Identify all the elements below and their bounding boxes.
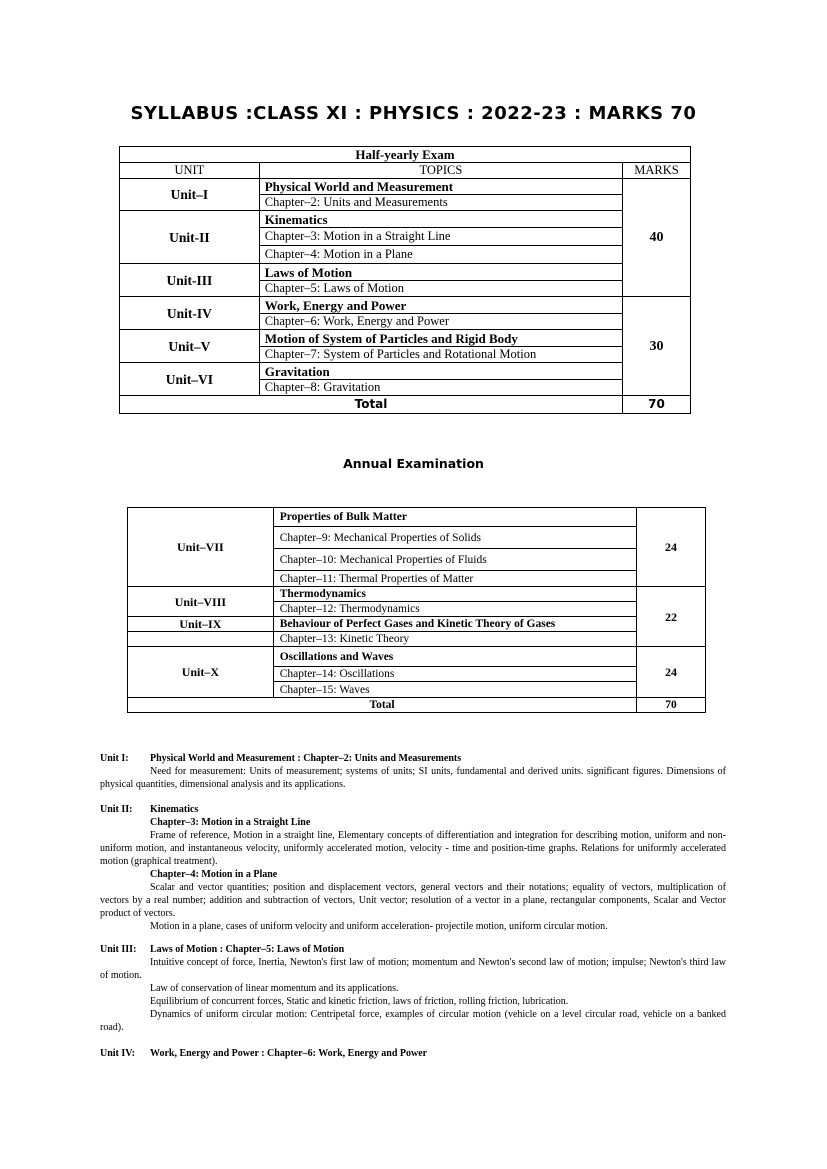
marks-value: 40: [623, 179, 691, 297]
topic-title: Physical World and Measurement: [259, 179, 622, 195]
chapter-description: Motion in a plane, cases of uniform velocity and uniform acceleration- projectile motion, uniform circular motion.: [150, 921, 608, 932]
topic-title: Work, Energy and Power: [259, 297, 622, 314]
topic-title: Laws of Motion: [259, 264, 622, 281]
unit-header: UNIT: [120, 163, 260, 179]
unit-1-detail: [100, 752, 726, 791]
unit-label: Unit IV:: [100, 1048, 135, 1059]
unit-3-detail: [100, 943, 726, 1034]
chapter-item: Chapter–13: Kinetic Theory: [273, 632, 636, 647]
chapter-item: Chapter–5: Laws of Motion: [259, 281, 622, 297]
chapter-item: Chapter–9: Mechanical Properties of Solids: [273, 527, 636, 549]
topic-title: Oscillations and Waves: [273, 647, 636, 667]
annual-exam-table: [127, 507, 706, 713]
total-label: Total: [120, 396, 623, 414]
unit-label: Unit I:: [100, 753, 129, 764]
topic-title: Gravitation: [259, 363, 622, 380]
chapter-item: Chapter–12: Thermodynamics: [273, 602, 636, 617]
unit-label: Unit II:: [100, 804, 133, 815]
unit-label: Unit-II: [120, 211, 260, 264]
chapter-item: Chapter–4: Motion in a Plane: [259, 246, 622, 264]
unit-label: Unit–VII: [128, 508, 274, 587]
chapter-item: Chapter–10: Mechanical Properties of Fluids: [273, 549, 636, 571]
chapter-item: Chapter–11: Thermal Properties of Matter: [273, 571, 636, 587]
chapter-description: Scalar and vector quantities; position and displacement vectors, general vectors and their notations; equality of vectors, multiplication of vectors by a real number; addition and subtraction of vectors, Unit vector; resolution of a vector in a plane, rectangular components, Scalar and Vector product of vectors.: [100, 882, 726, 919]
marks-value: 24: [637, 647, 706, 698]
unit-description: Intuitive concept of force, Inertia, Newton's first law of motion; momentum and Newton's second law of motion; impulse; Newton's third law of motion.: [100, 957, 726, 981]
chapter-heading: Chapter–3: Motion in a Straight Line: [150, 817, 311, 828]
marks-value: 24: [637, 508, 706, 587]
half-yearly-caption: Half-yearly Exam: [120, 147, 691, 163]
annual-exam-title: Annual Examination: [343, 456, 484, 471]
marks-value: 30: [623, 297, 691, 396]
unit-label: Unit–V: [120, 330, 260, 363]
unit-label: Unit-III: [120, 264, 260, 297]
chapter-description: Frame of reference, Motion in a straight line, Elementary concepts of differentiation and integration for describing motion, uniform and non- uniform motion, and instantaneous velocity, uniformly accelerated motion, velocity - time and position-time graphs. Relations for uniformly accelerated motion (graphical treatment).: [100, 830, 726, 867]
unit-4-detail: [100, 1047, 726, 1060]
marks-header: MARKS: [623, 163, 691, 179]
chapter-item: Chapter–7: System of Particles and Rotational Motion: [259, 347, 622, 363]
chapter-item: Chapter–6: Work, Energy and Power: [259, 314, 622, 330]
unit-label: Unit–VI: [120, 363, 260, 396]
unit-label: Unit-IV: [120, 297, 260, 330]
unit-heading: Kinematics: [150, 804, 199, 815]
chapter-item: Chapter–3: Motion in a Straight Line: [259, 228, 622, 246]
topic-title: Properties of Bulk Matter: [273, 508, 636, 527]
unit-label: Unit–X: [128, 647, 274, 698]
topic-title: Kinematics: [259, 211, 622, 228]
total-value: 70: [623, 396, 691, 414]
total-value: 70: [637, 698, 706, 713]
total-label: Total: [128, 698, 637, 713]
unit-description: Dynamics of uniform circular motion: Centripetal force, examples of circular motion (vehicle on a level circular road, vehicle on a banked road).: [100, 1009, 726, 1033]
half-yearly-table: [119, 146, 691, 414]
chapter-item: Chapter–14: Oscillations: [273, 667, 636, 682]
unit-label: Unit–I: [120, 179, 260, 211]
chapter-heading: Chapter–4: Motion in a Plane: [150, 869, 278, 880]
topic-title: Thermodynamics: [273, 587, 636, 602]
marks-value: 22: [637, 587, 706, 647]
page-title: SYLLABUS :CLASS XI : PHYSICS : 2022-23 : MARKS 70: [130, 103, 697, 124]
unit-description: Equilibrium of concurrent forces, Static and kinetic friction, laws of friction, rolling friction, lubrication.: [150, 996, 569, 1007]
unit-label: Unit–IX: [128, 617, 274, 632]
empty-cell: [128, 632, 274, 647]
topic-title: Behaviour of Perfect Gases and Kinetic Theory of Gases: [273, 617, 636, 632]
unit-2-detail: [100, 803, 726, 933]
unit-label: Unit–VIII: [128, 587, 274, 617]
unit-label: Unit III:: [100, 944, 137, 955]
topics-header: TOPICS: [259, 163, 622, 179]
unit-heading: Physical World and Measurement : Chapter–2: Units and Measurements: [150, 753, 462, 764]
topic-title: Motion of System of Particles and Rigid Body: [259, 330, 622, 347]
chapter-item: Chapter–15: Waves: [273, 682, 636, 698]
unit-description: Law of conservation of linear momentum and its applications.: [150, 983, 399, 994]
chapter-item: Chapter–2: Units and Measurements: [259, 195, 622, 211]
unit-description: Need for measurement: Units of measurement; systems of units; SI units, fundamental and derived units. significant figures. Dimensions of physical quantities, dimensional analysis and its applications.: [100, 766, 726, 790]
unit-heading: Laws of Motion : Chapter–5: Laws of Motion: [150, 944, 345, 955]
unit-heading: Work, Energy and Power : Chapter–6: Work, Energy and Power: [150, 1048, 428, 1059]
chapter-item: Chapter–8: Gravitation: [259, 380, 622, 396]
